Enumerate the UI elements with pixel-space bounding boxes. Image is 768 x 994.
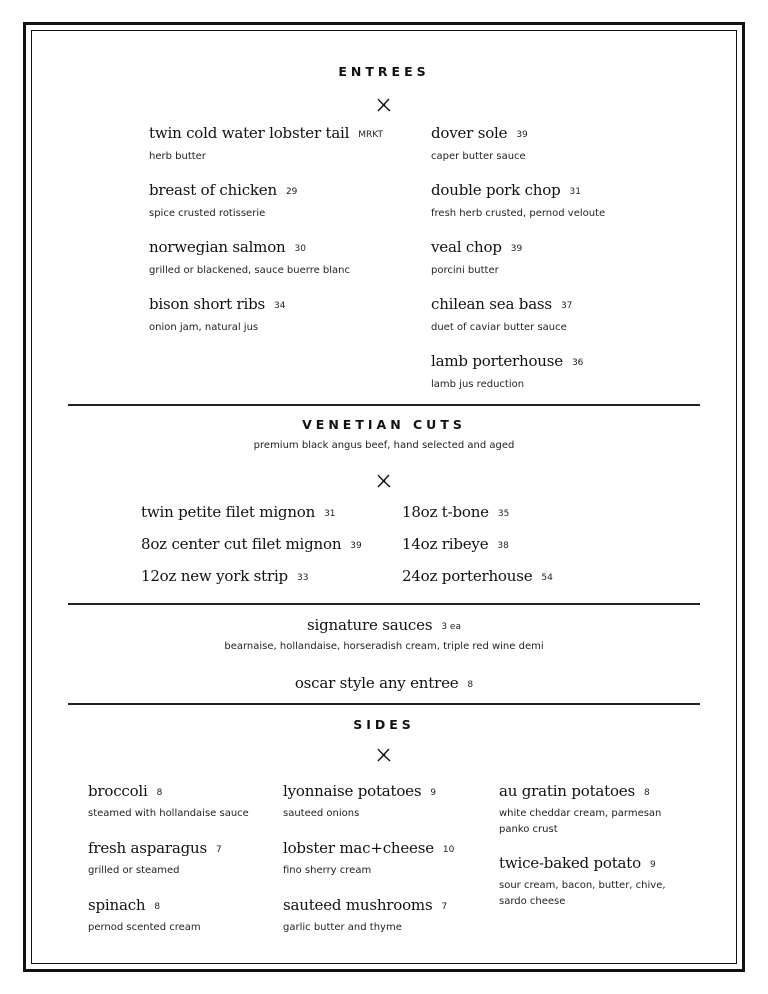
sides-heading: SIDES <box>353 717 415 732</box>
entree-desc: spice crusted rotisserie <box>149 208 266 219</box>
side-desc: white cheddar cream, parmesan <box>499 808 662 819</box>
entree-price: 30 <box>294 244 306 254</box>
side-item <box>499 854 656 873</box>
entree-item <box>149 124 383 143</box>
sauces-desc: bearnaise, hollandaise, horseradish cream, triple red wine demi <box>224 641 544 652</box>
cut-price: 31 <box>324 509 336 519</box>
entree-name: double pork chop <box>431 181 561 199</box>
oscar-item <box>0 674 768 693</box>
cut-name: 8oz center cut filet mignon <box>141 535 342 553</box>
side-price: 9 <box>430 788 437 798</box>
entree-item <box>431 295 572 314</box>
section-divider <box>68 603 700 605</box>
cut-price: 33 <box>296 573 309 583</box>
entree-price: 39 <box>516 130 528 140</box>
entree-desc: grilled or blackened, sauce buerre blanc <box>149 265 351 276</box>
side-desc: grilled or steamed <box>88 865 180 876</box>
cut-item <box>402 567 553 586</box>
oscar-name: oscar style any entree <box>294 674 459 692</box>
side-desc: steamed with hollandaise sauce <box>88 808 249 819</box>
cut-price: 54 <box>541 573 553 583</box>
side-name: twice-baked potato <box>499 854 641 872</box>
side-name: au gratin potatoes <box>499 782 635 800</box>
cross-flourish-icon <box>374 95 394 115</box>
entree-name: chilean sea bass <box>431 295 552 313</box>
side-name: spinach <box>88 896 146 914</box>
side-item <box>88 782 162 801</box>
entree-price: 39 <box>510 244 523 254</box>
entree-item <box>431 352 583 371</box>
cut-item <box>402 535 509 554</box>
entree-item <box>431 124 528 143</box>
entrees-heading: ENTREES <box>338 64 430 79</box>
cut-name: 24oz porterhouse <box>402 567 533 585</box>
entree-desc: herb butter <box>149 151 206 162</box>
side-name: broccoli <box>88 782 148 800</box>
entree-item <box>431 238 522 257</box>
side-item <box>283 896 447 915</box>
side-desc: panko crust <box>499 824 558 835</box>
side-desc: sour cream, bacon, butter, chive, <box>499 880 666 891</box>
entree-desc: caper butter sauce <box>431 151 526 162</box>
side-name: lyonnaise potatoes <box>283 782 422 800</box>
side-desc: garlic butter and thyme <box>283 922 402 933</box>
cut-name: 18oz t-bone <box>402 503 489 521</box>
cut-item <box>402 503 509 522</box>
entree-price: 29 <box>285 187 298 197</box>
side-item <box>88 839 222 858</box>
entree-name: veal chop <box>431 238 502 256</box>
cut-name: 14oz ribeye <box>402 535 489 553</box>
cut-price: 39 <box>350 541 362 551</box>
entree-desc: porcini butter <box>431 265 499 276</box>
entree-desc: fresh herb crusted, pernod veloute <box>431 208 606 219</box>
cuts-heading: VENETIAN CUTS <box>302 417 466 432</box>
cuts-subtitle: premium black angus beef, hand selected and aged <box>253 440 515 451</box>
side-item <box>283 782 436 801</box>
side-price: 7 <box>216 845 222 855</box>
sauces-item <box>0 616 768 635</box>
cut-name: 12oz new york strip <box>141 567 288 585</box>
entree-desc: onion jam, natural jus <box>149 322 259 333</box>
entree-name: lamb porterhouse <box>431 352 563 370</box>
sauces-name: signature sauces <box>307 616 433 634</box>
entree-price: 34 <box>273 301 286 311</box>
entree-name: breast of chicken <box>149 181 277 199</box>
cut-name: twin petite filet mignon <box>141 503 316 521</box>
entree-item <box>431 181 581 200</box>
entree-price: 37 <box>560 301 573 311</box>
cross-flourish-icon <box>374 471 394 491</box>
side-desc: sauteed onions <box>283 808 360 819</box>
menu-inner-border <box>31 30 737 964</box>
entree-price: 36 <box>571 358 584 368</box>
oscar-price: 8 <box>467 680 474 690</box>
side-name: sauteed mushrooms <box>283 896 433 914</box>
sauces-price: 3 ea <box>441 622 461 632</box>
entree-name: bison short ribs <box>149 295 265 313</box>
side-item <box>283 839 454 858</box>
side-desc: fino sherry cream <box>283 865 372 876</box>
side-item <box>499 782 650 801</box>
cut-item <box>141 535 362 554</box>
cross-flourish-icon <box>374 745 394 765</box>
side-price: 8 <box>156 788 163 798</box>
side-desc: sardo cheese <box>499 896 566 907</box>
side-item <box>88 896 160 915</box>
entree-desc: lamb jus reduction <box>431 379 525 390</box>
side-price: 7 <box>441 902 448 912</box>
side-price: 9 <box>649 860 656 870</box>
entree-price: MRKT <box>358 130 383 140</box>
section-divider <box>68 404 700 406</box>
cut-item <box>141 503 336 522</box>
cut-price: 35 <box>497 509 510 519</box>
side-price: 10 <box>442 845 455 855</box>
entree-name: dover sole <box>431 124 508 142</box>
section-divider <box>68 703 700 705</box>
side-price: 8 <box>154 902 161 912</box>
cut-price: 38 <box>497 541 509 551</box>
side-price: 8 <box>643 788 650 798</box>
cut-item <box>141 567 308 586</box>
entree-name: norwegian salmon <box>149 238 286 256</box>
side-name: fresh asparagus <box>88 839 207 857</box>
entree-item <box>149 238 306 257</box>
side-name: lobster mac+cheese <box>283 839 434 857</box>
side-desc: pernod scented cream <box>88 922 201 933</box>
entree-desc: duet of caviar butter sauce <box>431 322 567 333</box>
entree-price: 31 <box>569 187 581 197</box>
entree-name: twin cold water lobster tail <box>149 124 350 142</box>
entree-item <box>149 181 297 200</box>
entree-item <box>149 295 285 314</box>
